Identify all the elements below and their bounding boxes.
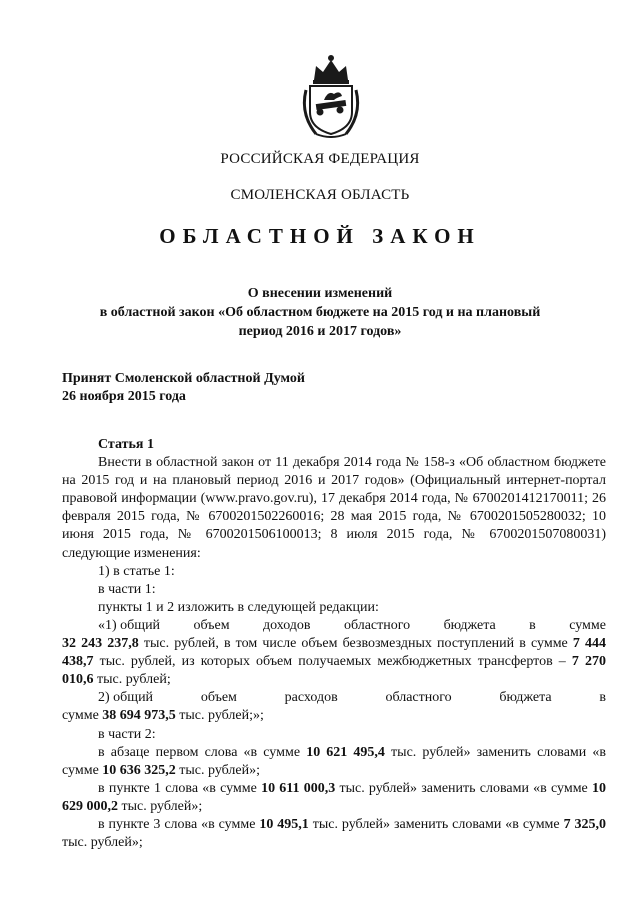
item-1: 1) в статье 1: [98, 563, 175, 579]
adopted-by: Принят Смоленской областной Думой [62, 371, 305, 386]
point-2-text: сумме 38 694 973,5 тыс. рублей;»; [62, 708, 264, 724]
word: в [529, 617, 536, 633]
word: объем [193, 617, 230, 633]
smolensk-coat-of-arms-icon [298, 50, 364, 138]
transfers-amount: 7 270 010,6 [62, 654, 606, 688]
word: объем [200, 690, 237, 706]
adoption-date: 26 ноября 2015 года [62, 389, 186, 404]
subject-line-1: О внесении изменений [247, 286, 393, 301]
law-subject [0, 284, 640, 341]
points-1-2-instruction: пункты 1 и 2 изложить в следующей редакции: [98, 599, 379, 615]
part-2: в части 2: [98, 726, 156, 742]
subject-line-3: период 2016 и 2017 годов» [238, 324, 402, 339]
word: в [599, 690, 606, 706]
country-heading: РОССИЙСКАЯ ФЕДЕРАЦИЯ [220, 151, 420, 167]
document-type-title: ОБЛАСТНОЙ ЗАКОН [159, 224, 481, 248]
article-intro: Внести в областной закон от 11 декабря 2014 года № 158-з «Об областном бюджете на 2015 год и на плановый период 2016 и 2017 годов» (Официальный интернет-портал правовой информации (www.pravo.gov.ru), 17 декабря 2014 года, № 6700201412170011; 26 февраля 2015 года, № 6700201502260016; 28 мая 2015 года, № 6700201505280032; 10 июня 2015 года, № 6700201506100013; 8 июля 2015 года, № 6700201507080031) следующие изменения: [62, 455, 606, 561]
word: сумме [569, 617, 606, 633]
part-1: в части 1: [98, 581, 156, 597]
word: областного [343, 617, 411, 633]
subject-line-2: в областной закон «Об областном бюджете на 2015 год и на плановый [99, 305, 541, 320]
article-1 [62, 436, 606, 852]
point-1-amendment: в пункте 1 слова «в сумме 10 611 000,3 тыс. рублей» заменить словами «в сумме 10 629 000,2 тыс. рублей»; [62, 780, 606, 814]
point-2-first-line [62, 689, 606, 707]
article-heading: Статья 1 [98, 437, 154, 452]
point-1-text: 32 243 237,8 тыс. рублей, в том числе объем безвозмездных поступлений в сумме 7 444 438,7 тыс. рублей, из которых объем получаемых межбюджетных трансфертов – 7 270 010,6 тыс. рублей; [62, 636, 607, 688]
word: доходов [262, 617, 311, 633]
gratuitous-receipts-amount: 7 444 438,7 [62, 636, 607, 670]
word: областного [385, 690, 452, 706]
point-1-first-line [62, 617, 606, 635]
expenditure-amount: 38 694 973,5 [102, 708, 176, 724]
adoption-info [62, 370, 305, 406]
region-heading: СМОЛЕНСКАЯ ОБЛАСТЬ [230, 187, 410, 203]
word: бюджета [499, 690, 552, 706]
word: 2) общий [98, 690, 154, 706]
word: бюджета [443, 617, 496, 633]
word: «1) общий [98, 617, 161, 633]
revenue-amount: 32 243 237,8 [62, 636, 139, 652]
point-3-amendment: в пункте 3 слова «в сумме 10 495,1 тыс. рублей» заменить словами «в сумме 7 325,0 тыс. рублей»; [62, 816, 606, 851]
word: расходов [284, 690, 338, 706]
paragraph-1-amendment: в абзаце первом слова «в сумме 10 621 495,4 тыс. рублей» заменить словами «в сумме 10 636 325,2 тыс. рублей»; [62, 744, 606, 778]
